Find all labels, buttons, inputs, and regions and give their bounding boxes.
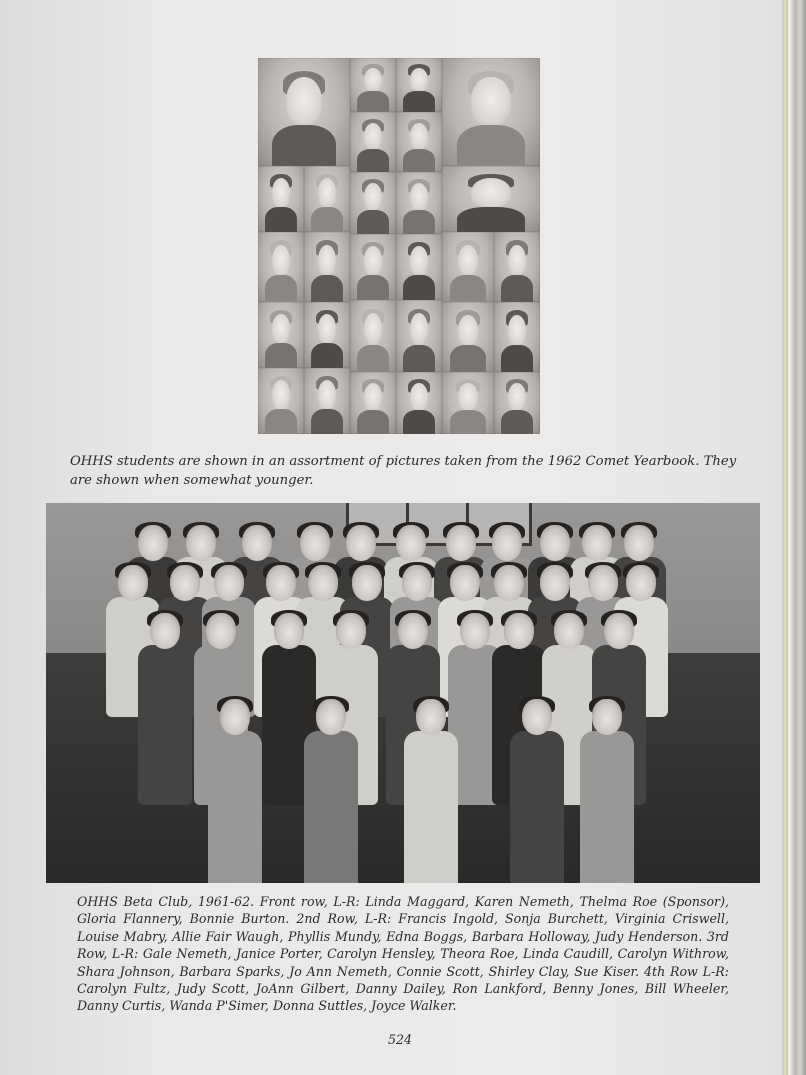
beta-club-group-photo bbox=[46, 503, 760, 883]
group-caption: OHHS Beta Club, 1961-62. Front row, L-R: Linda Maggard, Karen Nemeth, Thelma Roe (Sponsor), Gloria Flannery, Bonnie Burton. 2nd Row, L-R: Francis Ingold, Sonja Burchett, Virginia Criswell, Louise Mabry, Allie Fair Waugh, Phyllis Mundy, Edna Boggs, Barbara Holloway, Judy Henderson. 3rd Row, L-R: Gale Nemeth, Janice Porter, Carolyn Hensley, Theora Roe, Linda Caudill, Carolyn Withrow, Shara Johnson, Barbara Sparks, Jo Ann Nemeth, Connie Scott, Shirley Clay, Sue Kiser. 4th Row L-R: Carolyn Fultz, Judy Scott, JoAnn Gilbert, Danny Dailey, Ron Lankford, Benny Jones, Bill Wheeler, Danny Curtis, Wanda P'Simer, Donna Suttles, Joyce Walker. bbox=[77, 894, 729, 1014]
page-edge bbox=[786, 0, 788, 1075]
portrait-photo bbox=[442, 166, 540, 232]
portrait-photo bbox=[442, 302, 494, 372]
portrait-photo bbox=[258, 368, 304, 434]
portrait-photo bbox=[304, 368, 350, 434]
portrait-photo bbox=[396, 300, 442, 372]
portrait-photo bbox=[396, 58, 442, 112]
portrait-photo bbox=[494, 232, 540, 302]
portrait-photo bbox=[396, 372, 442, 434]
portrait-photo bbox=[350, 234, 396, 300]
portrait-photo bbox=[350, 172, 396, 234]
collage-caption: OHHS students are shown in an assortment of pictures taken from the 1962 Comet Yearbook. They are shown when somewhat younger. bbox=[70, 454, 737, 488]
portrait-photo bbox=[258, 232, 304, 302]
portrait-photo bbox=[494, 372, 540, 434]
page-number: 524 bbox=[387, 1032, 413, 1047]
portrait-photo bbox=[350, 58, 396, 112]
portrait-photo bbox=[304, 232, 350, 302]
portrait-photo bbox=[396, 172, 442, 234]
portrait-photo bbox=[258, 166, 304, 232]
portrait-photo bbox=[350, 372, 396, 434]
portrait-photo bbox=[442, 58, 540, 166]
portrait-photo bbox=[494, 302, 540, 372]
portrait-photo bbox=[304, 166, 350, 232]
portrait-photo bbox=[442, 372, 494, 434]
portrait-photo bbox=[350, 300, 396, 372]
photo-collage bbox=[258, 58, 540, 434]
portrait-photo bbox=[258, 302, 304, 368]
portrait-photo bbox=[258, 58, 350, 166]
portrait-photo bbox=[396, 112, 442, 172]
portrait-photo bbox=[350, 112, 396, 172]
portrait-photo bbox=[396, 234, 442, 300]
portrait-photo bbox=[442, 232, 494, 302]
portrait-photo bbox=[304, 302, 350, 368]
